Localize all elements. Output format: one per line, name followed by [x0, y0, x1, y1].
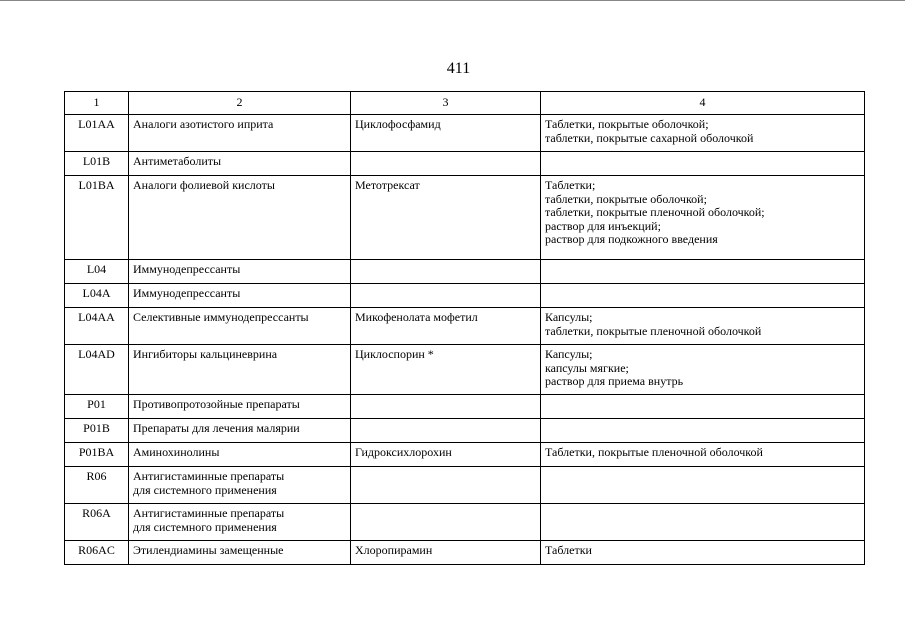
cell-code: P01B — [65, 419, 129, 443]
cell-group: Ингибиторы кальциневрина — [129, 345, 351, 395]
cell-forms — [541, 395, 865, 419]
cell-code: P01BA — [65, 443, 129, 467]
cell-group: Аналоги азотистого иприта — [129, 115, 351, 152]
table-row — [65, 176, 865, 260]
column-header-1: 1 — [65, 92, 129, 115]
cell-group: Противопротозойные препараты — [129, 395, 351, 419]
cell-code: L01B — [65, 152, 129, 176]
cell-code: L04A — [65, 284, 129, 308]
cell-drug: Гидроксихлорохин — [351, 443, 541, 467]
cell-drug: Хлоропирамин — [351, 541, 541, 565]
cell-code: L01AA — [65, 115, 129, 152]
cell-forms — [541, 284, 865, 308]
page-number: 411 — [446, 60, 471, 77]
cell-code: P01 — [65, 395, 129, 419]
table-row — [65, 395, 865, 419]
cell-group: Иммунодепрессанты — [129, 260, 351, 284]
cell-forms — [541, 260, 865, 284]
drug-table — [64, 91, 865, 565]
table-row — [65, 284, 865, 308]
cell-code: R06AC — [65, 541, 129, 565]
cell-drug — [351, 467, 541, 504]
cell-forms — [541, 467, 865, 504]
cell-group: Антигистаминные препараты для системного применения — [129, 467, 351, 504]
cell-code: L04 — [65, 260, 129, 284]
cell-code: L01BA — [65, 176, 129, 260]
cell-forms — [541, 419, 865, 443]
cell-code: L04AA — [65, 308, 129, 345]
column-header-2: 2 — [129, 92, 351, 115]
cell-drug — [351, 284, 541, 308]
table-row — [65, 467, 865, 504]
cell-drug: Метотрексат — [351, 176, 541, 260]
table-row — [65, 115, 865, 152]
cell-drug — [351, 260, 541, 284]
table-row — [65, 260, 865, 284]
cell-drug: Циклоспорин * — [351, 345, 541, 395]
table-row — [65, 419, 865, 443]
cell-group: Селективные иммунодепрессанты — [129, 308, 351, 345]
cell-forms: Капсулы; таблетки, покрытые пленочной оболочкой — [541, 308, 865, 345]
column-header-4: 4 — [541, 92, 865, 115]
cell-forms — [541, 152, 865, 176]
table-row — [65, 443, 865, 467]
cell-drug: Микофенолата мофетил — [351, 308, 541, 345]
cell-drug — [351, 152, 541, 176]
cell-code: L04AD — [65, 345, 129, 395]
cell-code: R06 — [65, 467, 129, 504]
cell-group: Аналоги фолиевой кислоты — [129, 176, 351, 260]
cell-forms — [541, 504, 865, 541]
page-top-edge — [0, 0, 905, 1]
column-header-3: 3 — [351, 92, 541, 115]
header-row — [65, 92, 865, 115]
cell-drug: Циклофосфамид — [351, 115, 541, 152]
cell-group: Аминохинолины — [129, 443, 351, 467]
cell-group: Иммунодепрессанты — [129, 284, 351, 308]
cell-forms: Таблетки; таблетки, покрытые оболочкой; таблетки, покрытые пленочной оболочкой; раствор для инъекций; раствор для подкожного введения — [541, 176, 865, 260]
cell-drug — [351, 395, 541, 419]
cell-forms: Таблетки, покрытые оболочкой; таблетки, покрытые сахарной оболочкой — [541, 115, 865, 152]
cell-group: Этилендиамины замещенные — [129, 541, 351, 565]
cell-group: Антигистаминные препараты для системного применения — [129, 504, 351, 541]
cell-group: Антиметаболиты — [129, 152, 351, 176]
cell-forms: Капсулы; капсулы мягкие; раствор для приема внутрь — [541, 345, 865, 395]
cell-group: Препараты для лечения малярии — [129, 419, 351, 443]
table-row — [65, 541, 865, 565]
table-row — [65, 308, 865, 345]
cell-forms: Таблетки, покрытые пленочной оболочкой — [541, 443, 865, 467]
table-body — [65, 115, 865, 565]
table-row — [65, 504, 865, 541]
cell-drug — [351, 419, 541, 443]
cell-forms: Таблетки — [541, 541, 865, 565]
cell-code: R06A — [65, 504, 129, 541]
table-row — [65, 152, 865, 176]
table-row — [65, 345, 865, 395]
cell-drug — [351, 504, 541, 541]
